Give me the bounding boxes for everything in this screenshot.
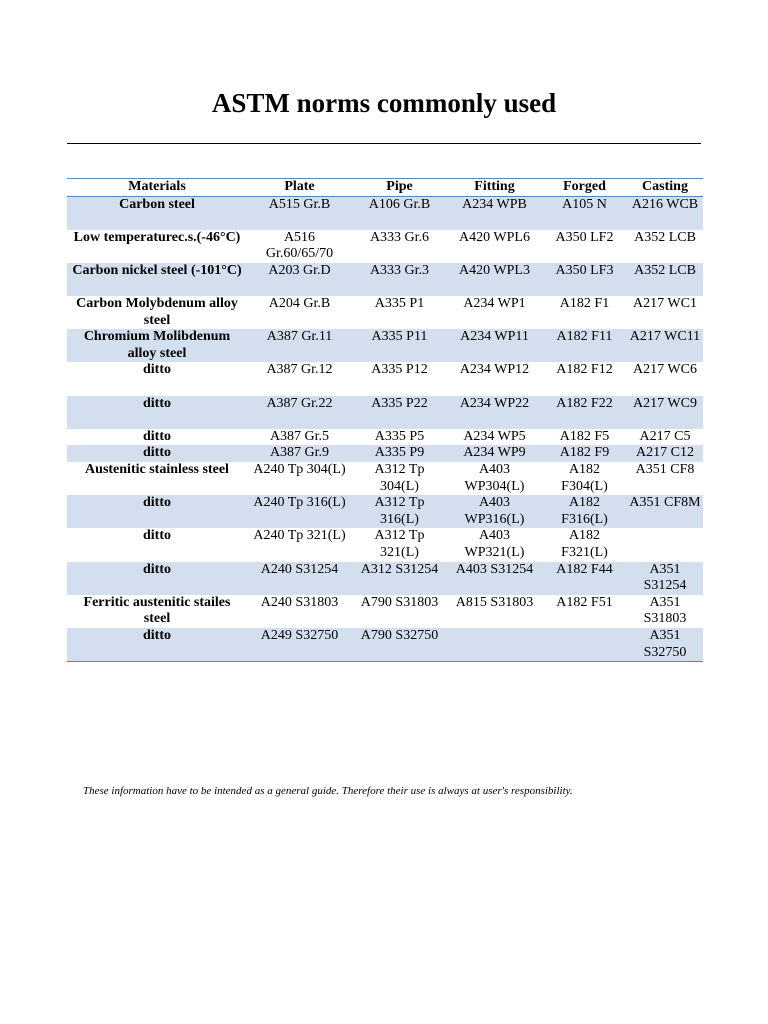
table-row [67,628,703,662]
casting-cell [627,528,703,561]
header-casting: Casting [627,179,703,197]
plate-cell: A204 Gr.B [268,296,331,312]
plate-cell: A387 Gr.22 [247,396,352,429]
forged-cell: A182 F316(L) [542,495,627,528]
table-row [67,495,703,528]
casting-cell: A351 S32750 [627,628,703,662]
table-row [67,197,703,230]
pipe-cell: A335 P9 [352,445,447,462]
forged-cell: A350 LF2 [555,229,614,245]
material-cell: Austenitic stainless steel [85,462,229,477]
material-cell: ditto [67,495,247,528]
plate-cell: A240 Tp 321(L) [253,528,346,544]
header-materials: Materials [67,179,247,197]
casting-cell: A217 WC1 [633,296,697,312]
casting-cell: A351 CF8M [627,495,703,528]
casting-cell: A217 C5 [639,428,691,444]
material-cell: Low temperaturec.s.(-46°C) [73,229,241,245]
pipe-cell: A106 Gr.B [352,197,447,230]
forged-cell [542,628,627,662]
table-row [67,445,703,462]
plate-cell: A515 Gr.B [247,197,352,230]
material-cell: Carbon steel [67,197,247,230]
fitting-cell: A234 WP11 [447,329,542,362]
casting-cell: A217 WC9 [627,396,703,429]
casting-cell: A351 S31254 [627,562,703,595]
material-cell: ditto [143,528,171,544]
casting-cell: A216 WCB [627,197,703,230]
page-title: ASTM norms commonly used [211,88,557,118]
pipe-cell: A312 Tp 304(L) [374,462,425,494]
pipe-cell: A335 P22 [352,396,447,429]
table-row [67,429,703,446]
plate-cell: A387 Gr.5 [269,428,330,444]
plate-cell: A240 Tp 304(L) [253,462,346,477]
title-divider [67,143,701,144]
casting-cell: A217 WC11 [627,329,703,362]
table-row [67,462,703,495]
material-cell: Ferritic austenitic stailes steel [83,594,231,627]
forged-cell: A182 F44 [542,562,627,595]
header-plate: Plate [247,179,352,197]
header-fitting: Fitting [447,179,542,197]
fitting-cell: A234 WP1 [463,296,526,312]
plate-cell: A387 Gr.12 [266,362,333,378]
material-cell: ditto [67,628,247,662]
casting-cell: A352 LCB [627,263,703,296]
forged-cell: A105 N [542,197,627,230]
astm-norms-table [67,178,703,662]
casting-cell: A217 C12 [627,445,703,462]
pipe-cell: A335 P11 [352,329,447,362]
fitting-cell: A403 WP316(L) [447,495,542,528]
pipe-cell: A312 Tp 316(L) [352,495,447,528]
forged-cell: A182 F9 [542,445,627,462]
forged-cell: A182 F22 [542,396,627,429]
forged-cell: A182 F304(L) [561,462,608,494]
table-row [67,362,703,395]
fitting-cell: A420 WPL3 [447,263,542,296]
forged-cell: A182 F51 [556,594,613,610]
material-cell: Carbon Molybdenum alloy steel [76,296,238,328]
header-pipe: Pipe [352,179,447,197]
material-cell: ditto [143,362,171,378]
table-row [67,595,703,628]
fitting-cell: A234 WP5 [463,428,526,444]
forged-cell: A182 F321(L) [561,528,608,560]
fitting-cell [447,628,542,662]
disclaimer-note: These information have to be intended as a general guide. Therefore their use is always at user's responsibility. [83,785,573,797]
pipe-cell: A312 Tp 321(L) [374,528,425,560]
table-row [67,230,703,263]
forged-cell: A182 F12 [556,362,613,378]
forged-cell: A182 F1 [559,296,610,312]
table-row [67,263,703,296]
fitting-cell: A234 WP22 [447,396,542,429]
plate-cell: A516 Gr.60/65/70 [265,229,334,262]
forged-cell: A182 F11 [542,329,627,362]
casting-cell: A351 S31803 [643,594,687,627]
fitting-cell: A403 WP321(L) [464,528,525,560]
pipe-cell: A335 P1 [374,296,425,312]
pipe-cell: A790 S32750 [352,628,447,662]
material-cell: Chromium Molibdenum alloy steel [67,329,247,362]
fitting-cell: A420 WPL6 [459,229,530,245]
table-header-row [67,179,703,197]
material-cell: ditto [67,445,247,462]
fitting-cell: A234 WP12 [459,362,530,378]
pipe-cell: A333 Gr.3 [352,263,447,296]
pipe-cell: A790 S31803 [360,594,439,610]
plate-cell: A240 Tp 316(L) [247,495,352,528]
forged-cell: A350 LF3 [542,263,627,296]
plate-cell: A387 Gr.9 [247,445,352,462]
plate-cell: A387 Gr.11 [247,329,352,362]
plate-cell: A240 S31254 [247,562,352,595]
table-row [67,296,703,329]
casting-cell: A217 WC6 [633,362,697,378]
material-cell: ditto [143,428,171,444]
casting-cell: A352 LCB [634,229,696,245]
table-row [67,396,703,429]
plate-cell: A203 Gr.D [247,263,352,296]
material-cell: ditto [67,562,247,595]
fitting-cell: A403 S31254 [447,562,542,595]
fitting-cell: A234 WP9 [447,445,542,462]
table-row [67,562,703,595]
fitting-cell: A403 WP304(L) [464,462,525,494]
pipe-cell: A335 P5 [374,428,425,444]
pipe-cell: A333 Gr.6 [369,229,430,245]
plate-cell: A249 S32750 [247,628,352,662]
table-row [67,329,703,362]
table-row [67,528,703,561]
pipe-cell: A312 S31254 [352,562,447,595]
plate-cell: A240 S31803 [260,594,339,610]
material-cell: Carbon nickel steel (-101°C) [67,263,247,296]
fitting-cell: A234 WPB [447,197,542,230]
fitting-cell: A815 S31803 [455,594,534,610]
pipe-cell: A335 P12 [371,362,428,378]
header-forged: Forged [542,179,627,197]
material-cell: ditto [67,396,247,429]
forged-cell: A182 F5 [559,428,610,444]
casting-cell: A351 CF8 [635,462,695,477]
